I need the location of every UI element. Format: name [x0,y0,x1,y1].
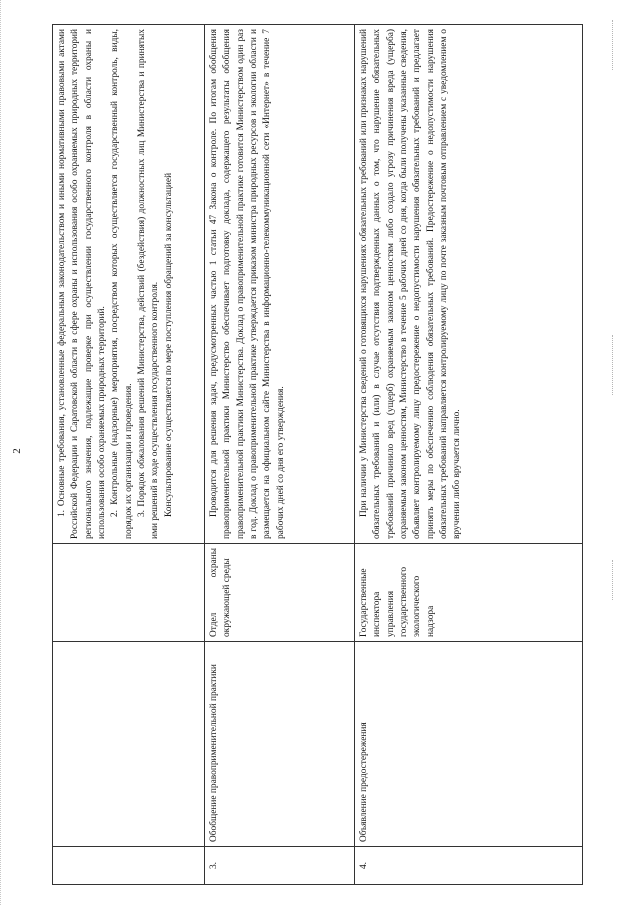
measures-table [52,24,583,885]
paragraph: 1. Основные требования, установленные федеральным законодательством и иными нормативными правовыми актами Российской Федерации и Саратовской области в сфере охраны и использования особо охраняемых природных территорий регионального значения, подлежащие проверке при осуществлении государственного контроля в области охраны и использования особо охраняемых природных территорий. [57,29,108,539]
table-row [355,25,583,885]
table-row [53,25,205,885]
paragraph: Проводится для решения задач, предусмотренных частью 1 статьи 47 Закона о контроле. По итогам обобщения правоприменительной практики Министерство обеспечивает подготовку доклада, содержащего результаты обобщения правоприменительной практики Министерства. Доклад о правоприменительной практике готовится Министерством один раз в год. Доклад о правоприменительной практике утверждается приказом министра природных ресурсов и экологии области и размещается на официальном сайте Министерства в информационно-телекоммуникационной сети «Интернет» в течение 7 рабочих дней со дня его утверждения. [209,29,286,539]
event-name: Объявление предостережения [355,642,583,847]
paragraph: При наличии у Министерства сведений о готовящихся нарушениях обязательных требований или признаках нарушений обязательных требований и (или) в случае отсутствия подтвержденных данных о том, что нарушение обязательных требований причинило вред (ущерб) охраняемым законом ценностям либо создало угрозу причинения вреда (ущерба) охраняемым законом ценностям, Министерство в течение 5 рабочих дней со дня, когда были получены указанные сведения, объявляет контролируемому лицу предостережение о недопустимости нарушения обязательных требований и предлагает принять меры по обеспечению соблюдения обязательных требований. Предостережение о недопустимости нарушения обязательных требований направляется контролируемому лицу по почте заказным почтовым отправлением с уведомлением о вручении либо вручается лично. [359,29,463,539]
row-number [53,847,205,885]
scan-edge [0,0,4,905]
table-row [205,25,355,885]
paragraph: 3. Порядок обжалования решений Министерства, действий (бездействия) должностных лиц Министерства и принятых ими решений в ходе осуществления государственного контроля. [137,29,161,539]
responsible-unit: Государственные инспектора управления государственного экологического надзора [355,544,583,642]
scan-artifact [612,560,614,600]
responsible-unit [53,544,205,642]
scan-artifact [612,20,614,70]
event-description [53,25,205,544]
event-description [355,25,583,544]
responsible-unit: Отдел охраны окружающей среды [205,544,355,642]
row-number: 3. [205,847,355,885]
event-name [53,642,205,847]
event-description [205,25,355,544]
row-number: 4. [355,847,583,885]
scan-artifact [612,335,614,395]
event-name: Обобщение правоприменительной практики [205,642,355,847]
page-number: 2 [10,448,23,454]
paragraph: Консультирование осуществляется по мере поступления обращений за консультацией [163,172,174,517]
rotated-page [52,25,582,885]
paragraph: 2. Контрольные (надзорные) мероприятия, посредством которых осуществляется государственный контроль, виды, порядок их организации и проведения. [110,29,134,539]
